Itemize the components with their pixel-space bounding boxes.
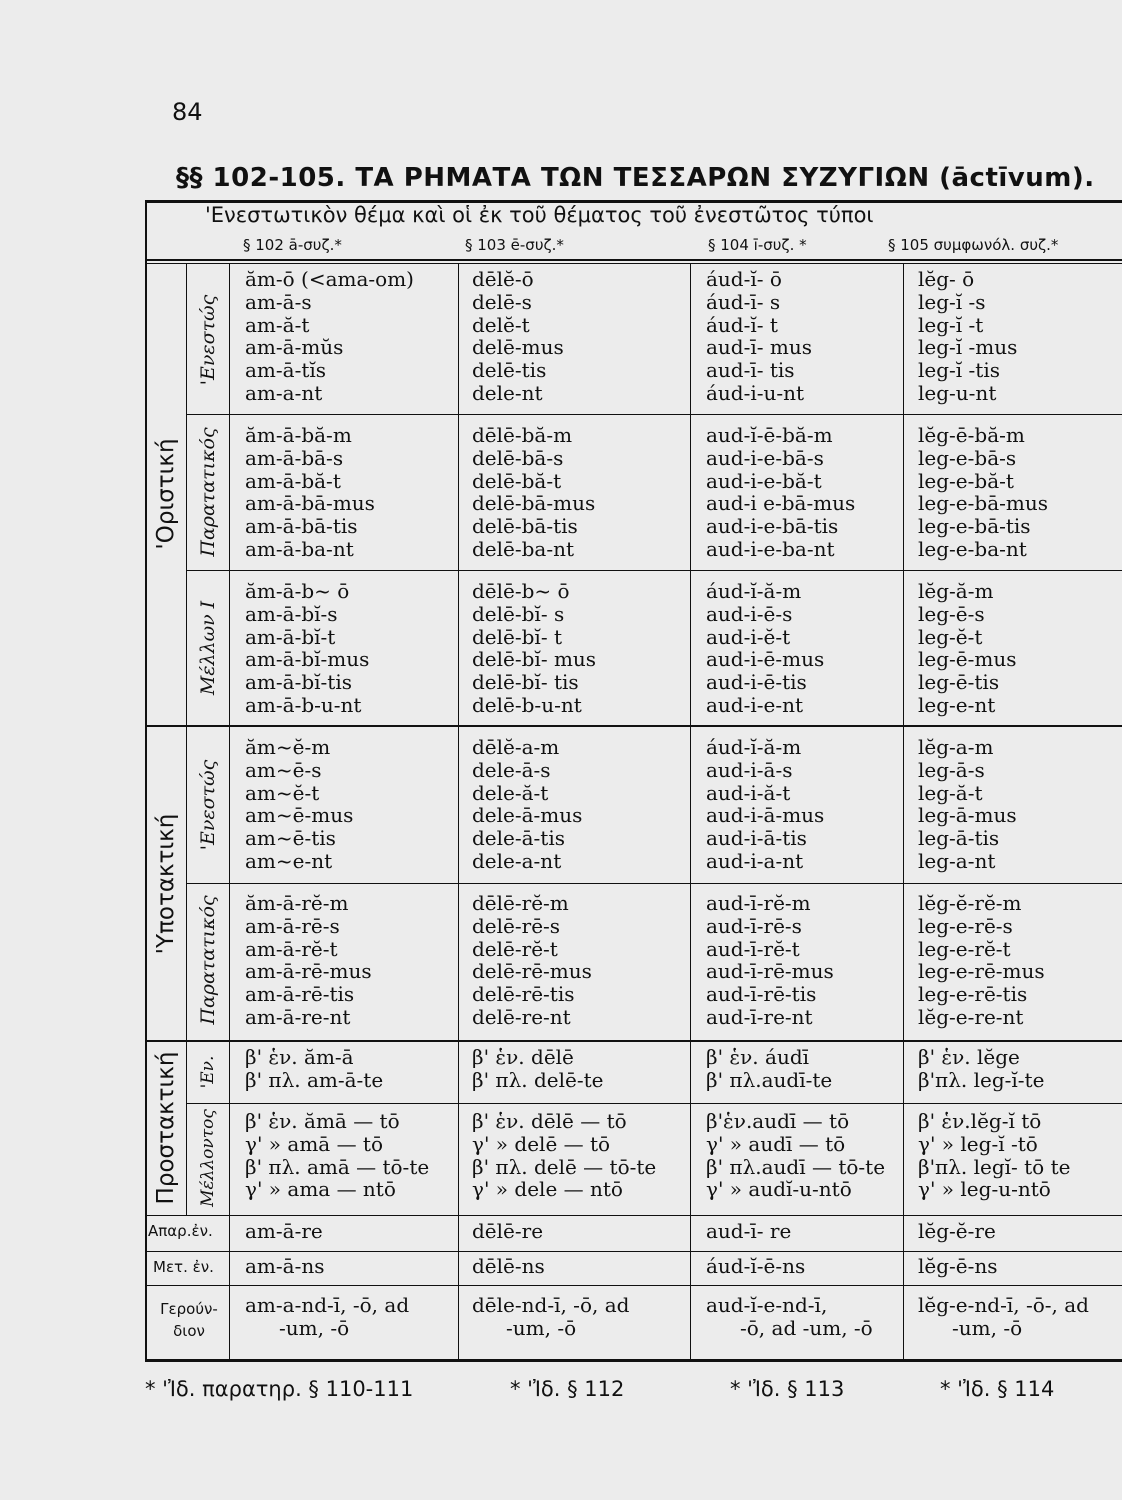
form-line: dēlĕ-ō <box>472 267 534 291</box>
cell-imp-present-col1 <box>245 1046 383 1092</box>
form-line: am-ā-bă-t <box>245 468 341 493</box>
form-line: delē-rĕ-t <box>472 936 558 961</box>
form-line: aud-i-ā-s <box>706 757 793 782</box>
header-bottom-rule-2 <box>146 263 1122 264</box>
form-line: am-ā-bĭ-mus <box>245 647 370 672</box>
form-line: am~ē-s <box>245 757 322 782</box>
form-line: áud-ī- s <box>706 289 781 314</box>
form-line: aud-ī-rĕ-t <box>706 936 800 961</box>
form-line: ăm-ō (<ama-om) <box>245 267 414 291</box>
tense-subj-present: 'Ενεστώς <box>197 759 219 851</box>
form-line: aud-i-e-bā-s <box>706 445 824 470</box>
form-line: aud-ī-rē-mus <box>706 959 834 984</box>
form-line: -um, -ō <box>506 1315 577 1340</box>
footnote-3: * 'Ἰδ. § 113 <box>730 1377 845 1401</box>
col1-rule <box>458 263 459 1359</box>
form-line: delē-mus <box>472 335 564 360</box>
form-line: aud-i-ă-t <box>706 780 791 805</box>
form-line: am-a-nt <box>245 380 323 405</box>
row-rule <box>146 1215 1122 1216</box>
form-line: dele-a-nt <box>472 848 562 873</box>
form-line: ăm~ĕ-m <box>245 735 331 759</box>
form-line: aud-i-e-bă-t <box>706 468 822 493</box>
page-number: 84 <box>172 98 203 126</box>
form-line: delē-bĭ- tis <box>472 670 579 695</box>
cell-subj-present-col1 <box>245 736 353 873</box>
column-header-e: § 103 ē-συζ.* <box>465 236 564 254</box>
cell-infinitive-col1 <box>245 1220 323 1243</box>
form-line: aud-ī-re-nt <box>706 1004 813 1029</box>
form-line: aud-ī- re <box>706 1219 792 1243</box>
form-line: delē-bā-mus <box>472 491 596 516</box>
cell-ind-imperfect-col1 <box>245 424 375 561</box>
form-line: leg-ĭ -tis <box>918 358 1001 383</box>
form-line: aud-i-a-nt <box>706 848 804 873</box>
form-line: delē-bă-t <box>472 468 562 493</box>
form-line: β' ἑν. lĕge <box>918 1045 1020 1069</box>
form-line: β' πλ.audī — tō-te <box>706 1154 886 1179</box>
form-line: am-ā-re <box>245 1219 323 1243</box>
cell-ind-future-col3 <box>706 580 824 717</box>
form-line: -um, -ō <box>279 1315 350 1340</box>
form-line: leg-ĭ -t <box>918 312 984 337</box>
footnote-2: * 'Ἰδ. § 112 <box>510 1377 625 1401</box>
tense-col-rule <box>229 263 230 1359</box>
row-rule <box>186 414 1122 415</box>
cell-subj-present-col3 <box>706 736 824 873</box>
form-line: -ō, ad -um, -ō <box>740 1315 873 1340</box>
form-line: leg-ĕ-t <box>918 624 983 649</box>
cell-subj-present-col4 <box>918 736 1017 873</box>
mood-rule <box>146 725 1122 727</box>
mood-col-rule <box>186 263 187 1216</box>
form-line: β' ἑν. dēlē <box>472 1045 574 1069</box>
form-line: delē-tis <box>472 358 547 383</box>
mood-indicative: 'Οριστική <box>153 438 179 550</box>
form-line: leg-ā-mus <box>918 803 1017 828</box>
form-line: leg-e-rĕ-t <box>918 936 1011 961</box>
mood-subjunctive: 'Υποτακτική <box>153 813 179 955</box>
form-line: am-ā-ba-nt <box>245 536 354 561</box>
tense-ind-present: 'Ενεστώς <box>197 294 219 386</box>
row-rule <box>186 570 1122 571</box>
cell-ind-present-col3 <box>706 268 812 405</box>
tense-subj-imperfect: Παρατατικός <box>197 895 219 1025</box>
form-line: dele-ā-s <box>472 757 551 782</box>
form-line: γ' » ama — ntō <box>245 1177 396 1202</box>
cell-ind-imperfect-col2 <box>472 424 595 561</box>
cell-infinitive-col4 <box>918 1220 996 1243</box>
form-line: am-ā-re-nt <box>245 1004 351 1029</box>
form-line: ăm-ā-bă-m <box>245 423 352 447</box>
form-line: aud-ī- mus <box>706 335 812 360</box>
mood-rule <box>146 1040 1122 1042</box>
form-line: β' πλ.audī-te <box>706 1067 833 1092</box>
tense-imp-future: Μέλλοντος <box>198 1109 218 1207</box>
form-line: am~e-nt <box>245 848 333 873</box>
form-line: delē-re-nt <box>472 1004 571 1029</box>
form-line: delē-rē-s <box>472 913 561 938</box>
page-heading: §§ 102-105. ΤΑ ΡΗΜΑΤΑ ΤΩΝ ΤΕΣΣΑΡΩΝ ΣΥΖΥΓΙΩΝ (āctīvum). <box>176 163 1095 193</box>
form-line: am-ā-ns <box>245 1254 325 1278</box>
form-line: am~ē-mus <box>245 803 354 828</box>
form-line: dēlē-re <box>472 1219 544 1243</box>
cell-subj-present-col2 <box>472 736 582 873</box>
form-line: áud-i-u-nt <box>706 380 805 405</box>
form-line: leg-e-nt <box>918 692 996 717</box>
form-line: áud-ĭ- t <box>706 312 778 337</box>
cell-gerund-col3 <box>706 1294 873 1340</box>
column-header-i: § 104 ī-συζ. * <box>708 236 807 254</box>
footnote-1: * 'Ἰδ. παρατηρ. § 110-111 <box>145 1377 414 1401</box>
form-line: leg-a-nt <box>918 848 996 873</box>
form-line: lĕg- ō <box>918 267 975 291</box>
form-line: am-ā-bā-s <box>245 445 344 470</box>
form-line: aud-ī-rē-tis <box>706 982 817 1007</box>
header-bottom-rule <box>146 259 1122 261</box>
form-line: delĕ-t <box>472 312 530 337</box>
form-line: am-ā-bā-tis <box>245 514 358 539</box>
form-line: β' ἑν. dēlē — tō <box>472 1109 627 1133</box>
form-line: dele-ā-tis <box>472 826 566 851</box>
form-line: leg-e-ba-nt <box>918 536 1027 561</box>
form-line: γ' » audĭ-u-ntō <box>706 1177 852 1202</box>
cell-imp-future-col4 <box>918 1110 1070 1201</box>
form-line: leg-ă-t <box>918 780 983 805</box>
form-line: β'πλ. legĭ- tō te <box>918 1154 1071 1179</box>
cell-imp-present-col4 <box>918 1046 1044 1092</box>
form-line: am-ā-rē-s <box>245 913 340 938</box>
form-line: dele-ă-t <box>472 780 549 805</box>
cell-gerund-col4 <box>918 1294 1089 1340</box>
cell-imp-future-col2 <box>472 1110 656 1201</box>
form-line: áud-ĭ- ō <box>706 267 782 291</box>
form-line: lĕg-e-nd-ī, -ō-, ad <box>918 1293 1089 1317</box>
form-line: dēlē-rĕ-m <box>472 891 569 915</box>
form-line: leg-u-nt <box>918 380 997 405</box>
form-line: am-ā-mŭs <box>245 335 344 360</box>
form-line: -um, -ō <box>952 1315 1023 1340</box>
form-line: delē-bĭ- mus <box>472 647 597 672</box>
label-gerund: Γερούν- διον <box>160 1300 218 1340</box>
col3-rule <box>903 263 904 1359</box>
label-infinitive: Απαρ.ἐν. <box>148 1222 213 1240</box>
form-line: leg-e-bā-tis <box>918 514 1031 539</box>
form-line: β'πλ. leg-ĭ-te <box>918 1067 1045 1092</box>
form-line: am-ā-rē-tis <box>245 982 355 1007</box>
form-line: aud-ī-rĕ-m <box>706 891 811 915</box>
table-title: 'Ενεστωτικὸν θέμα καὶ οἱ ἐκ τοῦ θέματος τοῦ ἐνεστῶτος τύποι <box>205 203 874 227</box>
form-line: am-ā-b-u-nt <box>245 692 362 717</box>
cell-imp-future-col3 <box>706 1110 885 1201</box>
form-line: leg-ē-s <box>918 601 985 626</box>
form-line: leg-e-bā-s <box>918 445 1017 470</box>
form-line: aud-ĭ-e-nd-ī, <box>706 1293 828 1317</box>
form-line: leg-ā-s <box>918 757 985 782</box>
cell-participle-col1 <box>245 1255 324 1278</box>
form-line: leg-e-rē-tis <box>918 982 1028 1007</box>
tense-imp-present: 'Εν. <box>198 1055 218 1089</box>
form-line: delē-bā-s <box>472 445 564 470</box>
form-line: am-ā-rĕ-t <box>245 936 338 961</box>
form-line: leg-ē-mus <box>918 647 1017 672</box>
form-line: am-ā-bĭ-s <box>245 601 338 626</box>
form-line: γ' » delē — tō <box>472 1131 611 1156</box>
form-line: lĕg-ĕ-re <box>918 1219 996 1243</box>
row-rule <box>186 1103 1122 1104</box>
form-line: am-ā-bĭ-t <box>245 624 336 649</box>
cell-ind-imperfect-col4 <box>918 424 1048 561</box>
row-rule <box>146 1285 1122 1286</box>
form-line: delē-rē-tis <box>472 982 575 1007</box>
cell-ind-present-col2 <box>472 268 564 405</box>
cell-ind-future-col2 <box>472 580 596 717</box>
cell-imp-future-col1 <box>245 1110 429 1201</box>
form-line: dēlē-ns <box>472 1254 545 1278</box>
form-line: delē-bā-tis <box>472 514 578 539</box>
cell-participle-col2 <box>472 1255 545 1278</box>
form-line: aud-i-e-bā-tis <box>706 514 839 539</box>
form-line: am-a-nd-ī, -ō, ad <box>245 1293 410 1317</box>
form-line: am-ā-tĭs <box>245 358 327 383</box>
form-line: ăm-ā-b~ ō <box>245 579 350 603</box>
form-line: lĕg-ē-ns <box>918 1254 998 1278</box>
form-line: β' πλ. am-ā-te <box>245 1067 384 1092</box>
form-line: am-ā-bā-mus <box>245 491 375 516</box>
row-rule <box>186 883 1122 884</box>
form-line: leg-ĭ -s <box>918 289 986 314</box>
cell-ind-imperfect-col3 <box>706 424 855 561</box>
form-line: γ' » leg-u-ntō <box>918 1177 1051 1202</box>
form-line: am~ē-tis <box>245 826 336 851</box>
form-line: γ' » amā — tō <box>245 1131 384 1156</box>
cell-gerund-col2 <box>472 1294 629 1340</box>
cell-subj-imperfect-col2 <box>472 892 592 1029</box>
form-line: aud-i-e-ba-nt <box>706 536 835 561</box>
cell-imp-present-col3 <box>706 1046 832 1092</box>
cell-subj-imperfect-col1 <box>245 892 372 1029</box>
form-line: áud-ĭ-ē-ns <box>706 1254 806 1278</box>
cell-subj-imperfect-col4 <box>918 892 1045 1029</box>
form-line: lĕg-e-re-nt <box>918 1004 1024 1029</box>
form-line: γ' » leg-ĭ -tō <box>918 1131 1038 1156</box>
form-line: leg-e-rē-s <box>918 913 1013 938</box>
cell-participle-col4 <box>918 1255 998 1278</box>
cell-ind-present-col1 <box>245 268 414 405</box>
form-line: delē-bĭ- t <box>472 624 562 649</box>
cell-gerund-col1 <box>245 1294 409 1340</box>
cell-imp-present-col2 <box>472 1046 603 1092</box>
form-line: aud-ĭ-ē-bă-m <box>706 423 833 447</box>
form-line: leg-e-rē-mus <box>918 959 1045 984</box>
table-left-rule <box>145 200 147 1362</box>
form-line: am-ā-bĭ-tis <box>245 670 352 695</box>
form-line: delē-rē-mus <box>472 959 592 984</box>
form-line: dēle-nd-ī, -ō, ad <box>472 1293 630 1317</box>
form-line: dele-ā-mus <box>472 803 583 828</box>
footnote-4: * 'Ἰδ. § 114 <box>940 1377 1055 1401</box>
tense-ind-imperfect: Παρατατικός <box>197 427 219 557</box>
table-bottom-rule <box>146 1359 1122 1362</box>
cell-infinitive-col2 <box>472 1220 543 1243</box>
form-line: delē-bĭ- s <box>472 601 565 626</box>
form-line: dēlē-bă-m <box>472 423 573 447</box>
form-line: delē-s <box>472 289 532 314</box>
form-line: aud-i-ē-tis <box>706 670 807 695</box>
form-line: lĕg-ă-m <box>918 579 994 603</box>
form-line: β' ἑν. ămā — tō <box>245 1109 400 1133</box>
form-line: delē-b-u-nt <box>472 692 582 717</box>
column-header-a: § 102 ā-συζ.* <box>243 236 342 254</box>
form-line: β' πλ. delē-te <box>472 1067 604 1092</box>
form-line: aud-i-ā-tis <box>706 826 807 851</box>
form-line: áud-ĭ-ă-m <box>706 579 802 603</box>
form-line: dēlē-b~ ō <box>472 579 570 603</box>
form-line: lĕg-a-m <box>918 735 994 759</box>
form-line: leg-e-bă-t <box>918 468 1014 493</box>
form-line: aud-i-ē-mus <box>706 647 825 672</box>
tense-ind-future: Μέλλων Ι <box>197 600 219 696</box>
cell-ind-future-col4 <box>918 580 1017 717</box>
form-line: β' ἑν.lĕg-ĭ tō <box>918 1109 1042 1133</box>
form-line: γ' » audī — tō <box>706 1131 846 1156</box>
form-line: ăm-ā-rĕ-m <box>245 891 349 915</box>
form-line: leg-ē-tis <box>918 670 1000 695</box>
form-line: lĕg-ĕ-rĕ-m <box>918 891 1022 915</box>
cell-ind-present-col4 <box>918 268 1017 405</box>
form-line: aud-i-ĕ-t <box>706 624 791 649</box>
form-line: am~ĕ-t <box>245 780 320 805</box>
form-line: leg-ĭ -mus <box>918 335 1018 360</box>
label-participle: Μετ. ἐν. <box>153 1258 214 1276</box>
form-line: am-ā-rē-mus <box>245 959 372 984</box>
form-line: aud-i-e-nt <box>706 692 804 717</box>
form-line: am-ā-s <box>245 289 312 314</box>
form-line: aud-ī-rē-s <box>706 913 802 938</box>
form-line: γ' » dele — ntō <box>472 1177 623 1202</box>
form-line: dēlĕ-a-m <box>472 735 560 759</box>
form-line: β' πλ. amā — tō-te <box>245 1154 430 1179</box>
form-line: β'ἑν.audī — tō <box>706 1109 850 1133</box>
form-line: áud-ĭ-ă-m <box>706 735 802 759</box>
form-line: β' ἑν. ăm-ā <box>245 1045 354 1069</box>
form-line: dele-nt <box>472 380 543 405</box>
cell-subj-imperfect-col3 <box>706 892 834 1029</box>
cell-participle-col3 <box>706 1255 805 1278</box>
row-rule <box>146 1251 1122 1252</box>
form-line: am-ă-t <box>245 312 310 337</box>
column-header-consonant: § 105 συμφωνόλ. συζ.* <box>888 236 1059 254</box>
form-line: delē-ba-nt <box>472 536 575 561</box>
form-line: aud-i-ē-s <box>706 601 793 626</box>
form-line: β' πλ. delē — tō-te <box>472 1154 657 1179</box>
form-line: aud-ī- tis <box>706 358 795 383</box>
form-line: leg-ā-tis <box>918 826 1000 851</box>
form-line: β' ἑν. áudī <box>706 1045 810 1069</box>
form-line: lĕg-ē-bă-m <box>918 423 1025 447</box>
cell-ind-future-col1 <box>245 580 369 717</box>
col2-rule <box>690 263 691 1359</box>
form-line: aud-i e-bā-mus <box>706 491 856 516</box>
form-line: aud-i-ā-mus <box>706 803 825 828</box>
form-line: leg-e-bā-mus <box>918 491 1048 516</box>
cell-infinitive-col3 <box>706 1220 791 1243</box>
mood-imperative: Προστακτική <box>153 1051 179 1205</box>
